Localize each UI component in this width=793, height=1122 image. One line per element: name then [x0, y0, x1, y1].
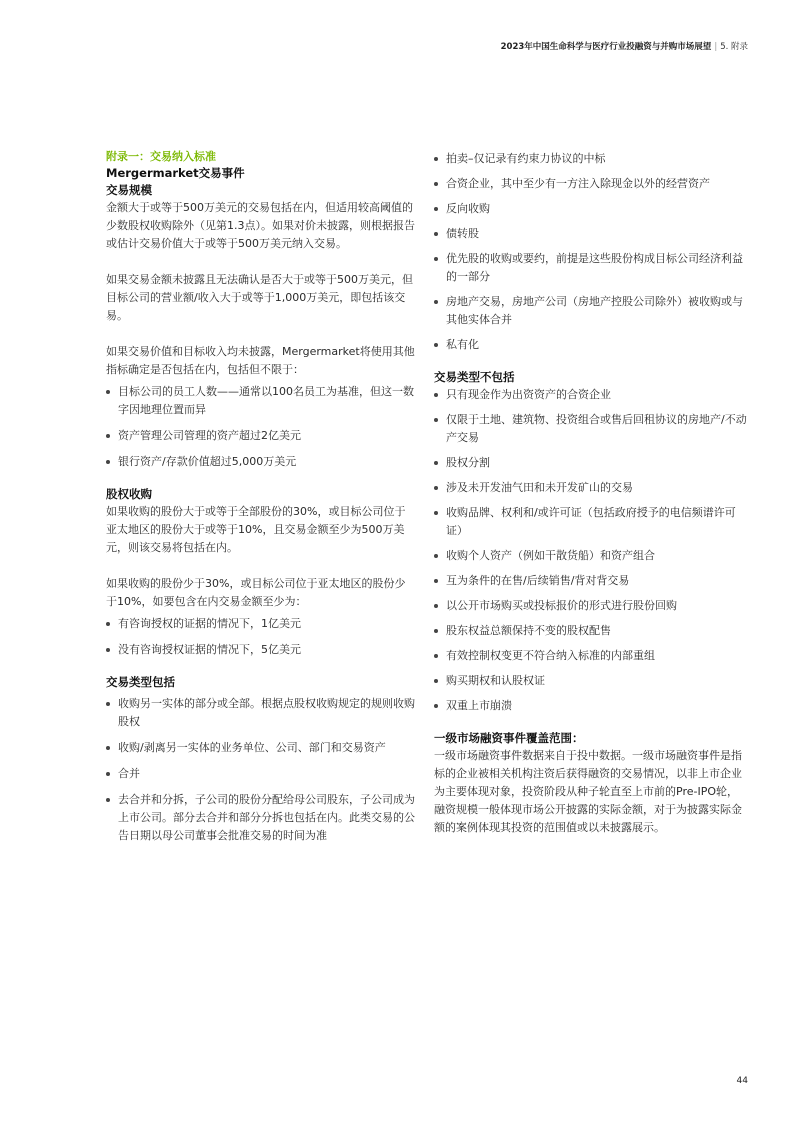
list-item: 股权分割: [434, 454, 748, 472]
list-item: 优先股的收购或要约，前提是这些股份构成目标公司经济利益的一部分: [434, 250, 748, 286]
list-item: 有效控制权变更不符合纳入标准的内部重组: [434, 647, 748, 665]
mergermarket-heading: Mergermarket交易事件: [106, 166, 245, 180]
list-item: 私有化: [434, 336, 748, 354]
primary-market-heading: 一级市场融资事件覆盖范围：: [434, 731, 584, 745]
list-item: 拍卖–仅记录有约束力协议的中标: [434, 150, 748, 168]
list-item: 收购个人资产（例如干散货船）和资产组合: [434, 547, 748, 565]
deal-scale-paragraph-3: 如果交易价值和目标收入均未披露，Mergermarket将使用其他指标确定是否包括在内，包括但不限于：: [106, 345, 415, 376]
deal-scale-heading: 交易规模: [106, 183, 152, 197]
list-item: 合并: [106, 765, 416, 783]
list-item: 目标公司的员工人数——通常以100名员工为基准，但这一数字因地理位置而异: [106, 383, 416, 419]
list-item: 有咨询授权的证据的情况下，1亿美元: [106, 615, 416, 633]
section-label: 5. 附录: [720, 42, 748, 52]
appendix-title: 附录一：交易纳入标准: [106, 150, 216, 163]
page-number: 44: [736, 1076, 748, 1086]
list-item: 收购/剥离另一实体的业务单位、公司、部门和交易资产: [106, 739, 416, 757]
deal-scale-list: [106, 383, 416, 471]
list-item: 银行资产/存款价值超过5,000万美元: [106, 453, 416, 471]
list-item: 收购另一实体的部分或全部。根据点股权收购规定的规则收购股权: [106, 695, 416, 731]
list-item: 股东权益总额保持不变的股权配售: [434, 622, 748, 640]
list-item: 只有现金作为出资资产的合资企业: [434, 386, 748, 404]
list-item: 互为条件的在售/后续销售/背对背交易: [434, 572, 748, 590]
list-item: 房地产交易，房地产公司（房地产控股公司除外）被收购或与其他实体合并: [434, 293, 748, 329]
list-item: 双重上市崩溃: [434, 697, 748, 715]
list-item: 去合并和分拆，子公司的股份分配给母公司股东，子公司成为上市公司。部分去合并和部分分拆也包括在内。此类交易的公告日期以母公司董事会批准交易的时间为准: [106, 791, 416, 845]
list-item: 没有咨询授权证据的情况下，5亿美元: [106, 641, 416, 659]
list-item: 合资企业，其中至少有一方注入除现金以外的经营资产: [434, 175, 748, 193]
deal-scale-paragraph-1: 金额大于或等于500万美元的交易包括在内，但适用较高阈值的少数股权收购除外（见第1.3点）。如果对价未披露，则根据报告或估计交易价值大于或等于500万美元纳入交易。: [106, 201, 415, 250]
report-title: 2023年中国生命科学与医疗行业投融资与并购市场展望: [500, 42, 712, 52]
list-item: 反向收购: [434, 200, 748, 218]
deal-types-excluded-list: [434, 386, 748, 715]
list-item: 涉及未开发油气田和未开发矿山的交易: [434, 479, 748, 497]
list-item: 以公开市场购买或投标报价的形式进行股份回购: [434, 597, 748, 615]
list-item: 收购品牌、权利和/或许可证（包括政府授予的电信频谱许可证）: [434, 504, 748, 540]
equity-list: [106, 615, 416, 659]
deal-scale-paragraph-2: 如果交易金额未披露且无法确认是否大于或等于500万美元，但目标公司的营业额/收入大于或等于1,000万美元，即包括该交易。: [106, 273, 413, 322]
left-column: [106, 148, 416, 853]
deal-types-included-heading: 交易类型包括: [106, 675, 175, 689]
primary-market-paragraph: 一级市场融资事件数据来自于投中数据。一级市场融资事件是指标的企业被相关机构注资后获得融资的交易情况，以非上市企业为主要体现对象，投资阶段从种子轮直至上市前的Pre-IPO轮，融资规模一般体现市场公开披露的实际金额，对于为披露实际金额的案例体现其投资的范围值或以未披露展示。: [434, 749, 742, 834]
equity-acquisition-heading: 股权收购: [106, 487, 152, 501]
equity-paragraph-1: 如果收购的股份大于或等于全部股份的30%，或目标公司位于亚太地区的股份大于或等于10%，且交易金额至少为500万美元，则该交易将包括在内。: [106, 505, 406, 554]
header-separator: |: [714, 42, 718, 52]
list-item: 资产管理公司管理的资产超过2亿美元: [106, 427, 416, 445]
list-item: 购买期权和认股权证: [434, 672, 748, 690]
page-header: [501, 40, 748, 52]
list-item: 债转股: [434, 225, 748, 243]
deal-types-included-list-continued: [434, 150, 748, 354]
deal-types-excluded-heading: 交易类型不包括: [434, 370, 515, 384]
list-item: 仅限于土地、建筑物、投资组合或售后回租协议的房地产/不动产交易: [434, 411, 748, 447]
equity-paragraph-2: 如果收购的股份少于30%，或目标公司位于亚太地区的股份少于10%，如要包含在内交易金额至少为：: [106, 577, 406, 608]
deal-types-included-list: [106, 695, 416, 845]
right-column: [434, 150, 748, 837]
